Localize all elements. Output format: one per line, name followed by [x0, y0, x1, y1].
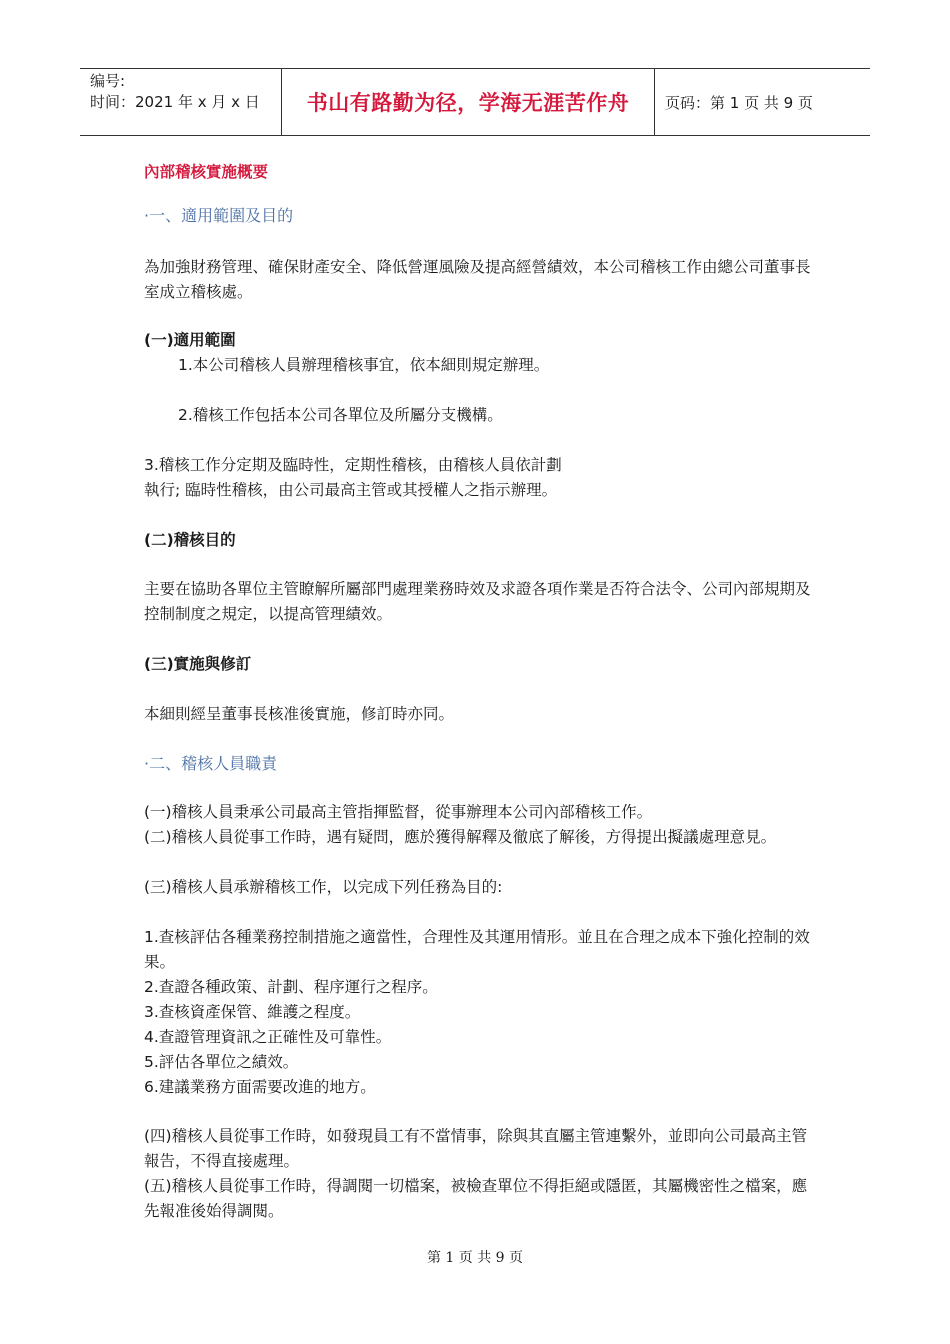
page-header	[80, 68, 870, 136]
scope-item-3-line-1: 3.稽核工作分定期及臨時性，定期性稽核，由稽核人員依計劃	[144, 456, 562, 474]
subheading-scope: (一)適用範圍	[144, 331, 236, 349]
document-title: 內部稽核實施概要	[144, 163, 269, 181]
scope-item-2: 2.稽核工作包括本公司各單位及所屬分支機構。	[178, 406, 503, 424]
intro-paragraph: 為加強財務管理、確保財產安全、降低營運風險及提高經營績效，本公司稽核工作由總公司董事長室成立稽核處。	[144, 258, 811, 301]
implementation-paragraph: 本細則經呈董事長核准後實施，修訂時亦同。	[144, 705, 455, 723]
task-4: 4.查證管理資訊之正確性及可靠性。	[144, 1028, 392, 1046]
duty-1: (一)稽核人員秉承公司最高主管指揮監督，從事辦理本公司內部稽核工作。	[144, 803, 653, 821]
duty-3: (三)稽核人員承辦稽核工作，以完成下列任務為目的:	[144, 878, 503, 896]
header-meta	[80, 69, 282, 135]
header-motto-cell	[282, 69, 655, 135]
page-footer: 第 1 页 共 9 页	[426, 1250, 524, 1266]
task-3: 3.查核資產保管、維護之程度。	[144, 1003, 361, 1021]
section-heading-2: ·二、稽核人員職責	[144, 754, 278, 773]
duty-4: (四)稽核人員從事工作時，如發現員工有不當情事，除與其直屬主管連繫外，並即向公司最高主管報告，不得直接處理。	[144, 1127, 808, 1170]
section-heading-1: ·一、適用範圍及目的	[144, 206, 294, 225]
task-1: 1.查核評估各種業務控制措施之適當性，合理性及其運用情形。並且在合理之成本下強化控制的效果。	[144, 928, 810, 971]
task-5: 5.評估各單位之績效。	[144, 1053, 299, 1071]
duty-5: (五)稽核人員從事工作時，得調閱一切檔案，被檢查單位不得拒絕或隱匿，其屬機密性之檔案，應先報准後始得調閱。	[144, 1177, 808, 1220]
duty-2: (二)稽核人員從事工作時，遇有疑問，應於獲得解釋及徹底了解後，方得提出擬議處理意見。	[144, 828, 777, 846]
subheading-implementation: (三)實施與修訂	[144, 655, 252, 673]
scope-item-3-line-2: 執行; 臨時性稽核，由公司最高主管或其授權人之指示辦理。	[144, 481, 558, 499]
number-label: 编号:	[90, 72, 126, 90]
subheading-purpose: (二)稽核目的	[144, 531, 236, 549]
purpose-paragraph: 主要在協助各單位主管瞭解所屬部門處理業務時效及求證各項作業是否符合法令、公司內部規期及控制制度之規定，以提高管理績效。	[144, 580, 811, 623]
motto: 书山有路勤为径，学海无涯苦作舟	[306, 91, 630, 115]
task-6: 6.建議業務方面需要改進的地方。	[144, 1078, 376, 1096]
page-label: 页码：第 1 页 共 9 页	[665, 93, 813, 112]
scope-item-1: 1.本公司稽核人員辦理稽核事宜，依本細則規定辦理。	[178, 356, 550, 374]
header-page-cell	[655, 69, 870, 135]
time-label: 时间：2021 年 x 月 x 日	[90, 93, 260, 111]
task-2: 2.查證各種政策、計劃、程序運行之程序。	[144, 978, 438, 996]
